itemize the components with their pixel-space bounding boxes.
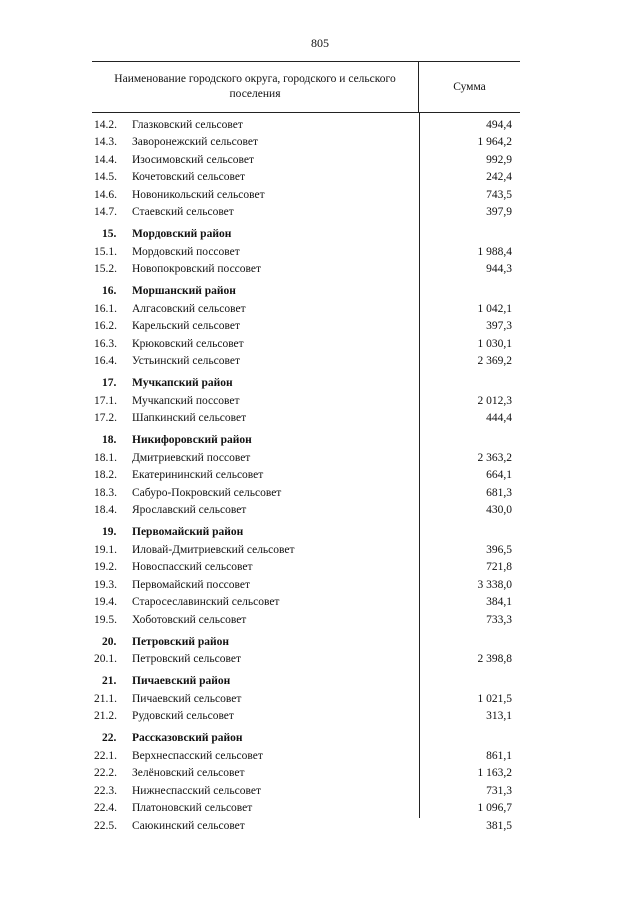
sum-value: 743,5: [486, 188, 512, 201]
sum-value: 242,4: [486, 171, 512, 183]
row-number: 22.3.: [94, 784, 117, 797]
table-row: [92, 499, 520, 517]
table-row: [92, 446, 520, 464]
table-row: [92, 608, 520, 626]
sum-value: 2 398,8: [477, 653, 512, 665]
table-row: [92, 538, 520, 556]
row-number: 15.1.: [94, 245, 117, 258]
table-row: [92, 797, 520, 815]
table-row: [92, 166, 520, 184]
settlement-name: Стаевский сельсовет: [132, 206, 234, 218]
table-row: [92, 113, 520, 131]
district-name: Мучкапский район: [132, 377, 233, 389]
district-row: [92, 722, 520, 744]
table-header: [92, 61, 520, 113]
table-row: [92, 407, 520, 425]
row-number: 15.2.: [94, 263, 117, 275]
row-number: 22.: [102, 732, 117, 744]
district-row: [92, 275, 520, 297]
page-number: 805: [311, 36, 329, 50]
name-column-header: Наименование городского округа, городского и сельского поселения: [92, 62, 419, 112]
sum-value: 1 042,1: [477, 302, 512, 315]
sum-value: 861,1: [486, 749, 512, 762]
settlement-name: Нижнеспасский сельсовет: [132, 784, 261, 797]
sum-value: 681,3: [486, 486, 512, 499]
district-row: [92, 516, 520, 538]
sum-value: 1 988,4: [477, 245, 512, 258]
settlement-name: Ярославский сельсовет: [132, 504, 247, 516]
row-number: 19.2.: [94, 561, 117, 573]
settlement-name: Устьинский сельсовет: [132, 355, 240, 367]
table-row: [92, 591, 520, 609]
table-row: [92, 687, 520, 705]
settlement-name: Рудовский сельсовет: [132, 710, 234, 722]
row-number: 18.4.: [94, 504, 117, 516]
district-name: Рассказовский район: [132, 732, 243, 744]
sum-value: 1 163,2: [477, 767, 512, 779]
row-number: 19.: [102, 526, 117, 538]
row-number: 21.2.: [94, 710, 117, 722]
row-number: 22.5.: [94, 819, 117, 832]
settlement-name: Кочетовский сельсовет: [132, 171, 245, 183]
table-row: [92, 201, 520, 219]
settlement-name: Глазковский сельсовет: [132, 118, 243, 131]
district-row: [92, 626, 520, 648]
table-row: [92, 556, 520, 574]
budget-table: [92, 61, 520, 832]
settlement-name: Крюковский сельсовет: [132, 337, 244, 350]
settlement-name: Мордовский поссовет: [132, 245, 240, 258]
sum-value: 1 030,1: [477, 337, 512, 350]
row-number: 19.3.: [94, 578, 117, 591]
row-number: 16.: [102, 285, 117, 297]
district-name: Мордовский район: [132, 228, 232, 240]
table-row: [92, 814, 520, 832]
table-row: [92, 464, 520, 482]
district-name: Петровский район: [132, 635, 230, 648]
row-number: 17.2.: [94, 412, 117, 424]
row-number: 14.5.: [94, 171, 117, 183]
row-number: 14.6.: [94, 188, 117, 201]
settlement-name: Шапкинский сельсовет: [132, 412, 247, 424]
district-row: [92, 367, 520, 389]
table-row: [92, 705, 520, 723]
settlement-name: Мучкапский поссовет: [132, 394, 240, 407]
row-number: 18.1.: [94, 451, 117, 464]
sum-value: 444,4: [486, 412, 512, 424]
district-name: Первомайский район: [132, 526, 244, 538]
sum-value: 430,0: [486, 504, 512, 516]
row-number: 20.: [102, 635, 117, 648]
settlement-name: Иловай-Дмитриевский сельсовет: [132, 543, 295, 556]
settlement-name: Алгасовский сельсовет: [132, 302, 246, 315]
district-name: Пичаевский район: [132, 675, 231, 687]
row-number: 16.4.: [94, 355, 117, 367]
table-row: [92, 297, 520, 315]
table-body: [92, 113, 520, 832]
district-name: Никифоровский район: [132, 434, 252, 446]
settlement-name: Заворонежский сельсовет: [132, 136, 259, 148]
row-number: 14.3.: [94, 136, 117, 148]
column-divider: [419, 113, 420, 818]
table-row: [92, 779, 520, 797]
table-row: [92, 332, 520, 350]
sum-value: 384,1: [486, 596, 512, 608]
row-number: 15.: [102, 228, 117, 240]
sum-value: 1 096,7: [477, 802, 512, 814]
row-number: 14.7.: [94, 206, 117, 218]
settlement-name: Первомайский поссовет: [132, 578, 251, 591]
table-row: [92, 315, 520, 333]
table-row: [92, 131, 520, 149]
row-number: 18.3.: [94, 486, 117, 499]
settlement-name: Саюкинский сельсовет: [132, 819, 245, 832]
sum-value: 494,4: [486, 118, 512, 131]
settlement-name: Пичаевский сельсовет: [132, 692, 242, 705]
settlement-name: Старосеславинский сельсовет: [132, 596, 280, 608]
settlement-name: Новопокровский поссовет: [132, 263, 262, 275]
sum-value: 313,1: [486, 710, 512, 722]
sum-value: 1 021,5: [477, 692, 512, 705]
row-number: 16.1.: [94, 302, 117, 315]
table-row: [92, 350, 520, 368]
sum-value: 664,1: [486, 469, 512, 481]
settlement-name: Петровский сельсовет: [132, 653, 241, 665]
sum-value: 733,3: [486, 613, 512, 626]
sum-value: 992,9: [486, 153, 512, 166]
row-number: 17.1.: [94, 394, 117, 407]
settlement-name: Новоспасский сельсовет: [132, 561, 253, 573]
table-row: [92, 744, 520, 762]
sum-value: 2 363,2: [477, 451, 512, 464]
sum-value: 721,8: [486, 561, 512, 573]
settlement-name: Новоникольский сельсовет: [132, 188, 265, 201]
row-number: 18.: [102, 434, 117, 446]
table-row: [92, 183, 520, 201]
settlement-name: Хоботовский сельсовет: [132, 613, 247, 626]
table-row: [92, 573, 520, 591]
row-number: 22.1.: [94, 749, 117, 762]
district-row: [92, 665, 520, 687]
table-row: [92, 389, 520, 407]
table-row: [92, 648, 520, 666]
row-number: 16.2.: [94, 320, 117, 332]
row-number: 22.4.: [94, 802, 117, 814]
sum-value: 397,3: [486, 320, 512, 332]
sum-value: 2 012,3: [477, 394, 512, 407]
row-number: 14.2.: [94, 118, 117, 131]
row-number: 19.4.: [94, 596, 117, 608]
row-number: 16.3.: [94, 337, 117, 350]
table-row: [92, 481, 520, 499]
row-number: 17.: [102, 377, 117, 389]
sum-value: 1 964,2: [477, 136, 512, 148]
sum-value: 396,5: [486, 543, 512, 556]
district-name: Моршанский район: [132, 285, 236, 297]
settlement-name: Екатерининский сельсовет: [132, 469, 264, 481]
settlement-name: Верхнеспасский сельсовет: [132, 749, 263, 762]
sum-value: 731,3: [486, 784, 512, 797]
settlement-name: Сабуро-Покровский сельсовет: [132, 486, 282, 499]
table-row: [92, 258, 520, 276]
row-number: 19.1.: [94, 543, 117, 556]
table-row: [92, 148, 520, 166]
sum-value: 944,3: [486, 263, 512, 275]
settlement-name: Карельский сельсовет: [132, 320, 241, 332]
table-row: [92, 762, 520, 780]
sum-value: 381,5: [486, 819, 512, 832]
sum-value: 3 338,0: [477, 578, 512, 591]
sum-value: 397,9: [486, 206, 512, 218]
table-row: [92, 240, 520, 258]
sum-value: 2 369,2: [477, 355, 512, 367]
district-row: [92, 424, 520, 446]
district-row: [92, 218, 520, 240]
row-number: 18.2.: [94, 469, 117, 481]
row-number: 21.: [102, 675, 117, 687]
row-number: 21.1.: [94, 692, 117, 705]
settlement-name: Дмитриевский поссовет: [132, 451, 251, 464]
row-number: 22.2.: [94, 767, 117, 779]
settlement-name: Платоновский сельсовет: [132, 802, 253, 814]
row-number: 19.5.: [94, 613, 117, 626]
row-number: 14.4.: [94, 153, 117, 166]
settlement-name: Зелёновский сельсовет: [132, 767, 245, 779]
sum-column-header: Сумма: [453, 81, 486, 93]
settlement-name: Изосимовский сельсовет: [132, 153, 255, 166]
row-number: 20.1.: [94, 653, 117, 665]
